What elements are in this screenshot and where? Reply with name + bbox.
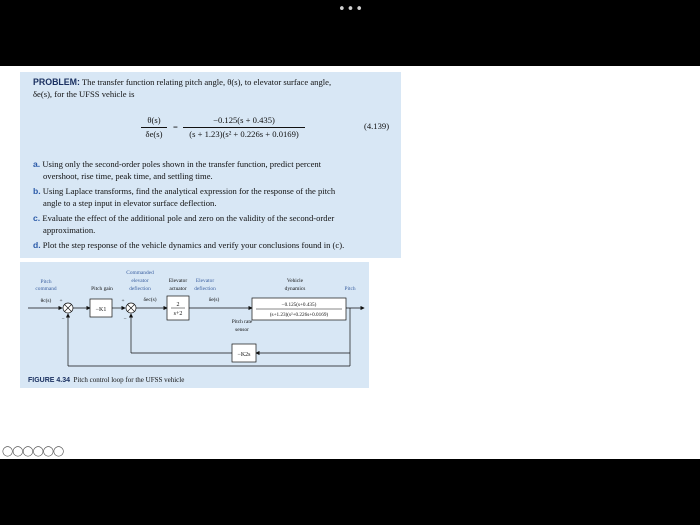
problem-intro-text: The transfer function relating pitch angle, θ(s), to elevator surface angle,: [81, 77, 332, 87]
item-d: [33, 239, 344, 251]
item-b: [33, 185, 335, 197]
item-b-line2: angle to a step input in elevator surface deflection.: [43, 198, 217, 208]
pitch-rate-k2s: −K2s: [237, 352, 251, 358]
label-pitch-out: Pitch: [344, 286, 356, 292]
item-c: [33, 212, 334, 224]
sign-minus-1: −: [61, 316, 65, 322]
eq-rhs-numerator: −0.125(s + 0.435): [213, 115, 275, 125]
label-vehicle-dynamics-1: Vehicle: [286, 278, 304, 284]
label-vehicle-dynamics-2: dynamics: [284, 286, 306, 292]
label-pitch-rate-sensor-2: sensor: [235, 327, 249, 333]
block-diagram: [20, 262, 369, 388]
label-elevator-actuator-1: Elevator: [168, 278, 188, 284]
more-options-icon[interactable]: •••: [338, 2, 365, 17]
eq-equals: =: [173, 122, 178, 132]
problem-label: PROBLEM:: [33, 77, 80, 87]
bottom-black-bar: [0, 459, 700, 525]
eq-lhs-denominator: δe(s): [145, 129, 163, 139]
item-a-line1: Using only the second-order poles shown in the transfer function, predict percent: [42, 159, 322, 169]
label-elevator-deflection-1: Elevator: [195, 278, 215, 284]
label-commanded-2: elevator: [131, 278, 149, 284]
sign-minus-2: −: [123, 316, 127, 322]
actuator-numerator: 2: [176, 302, 180, 308]
label-commanded-1: Commanded: [126, 270, 154, 276]
label-pitch-rate-sensor-1: Pitch rate: [231, 319, 253, 325]
vehicle-numerator: −0.125(s+0.435): [281, 302, 317, 308]
caption-text: Pitch control loop for the UFSS vehicle: [73, 376, 185, 384]
label-pitch-gain: Pitch gain: [91, 286, 113, 292]
pitch-gain-k1: −K1: [95, 307, 107, 313]
sign-plus-2: +: [121, 298, 125, 304]
item-c-line1: Evaluate the effect of the additional pole and zero on the validity of the second-order: [42, 213, 335, 223]
item-d-letter: d.: [33, 240, 41, 250]
item-a: [33, 158, 321, 170]
item-c-line2: approximation.: [43, 225, 96, 235]
problem-intro-line2: δe(s), for the UFSS vehicle is: [33, 89, 135, 99]
label-pitch-command-2: command: [35, 286, 57, 292]
actuator-denominator: s+2: [173, 311, 183, 317]
dock-icons[interactable]: ◯◯◯◯◯◯: [2, 446, 64, 457]
figure-caption: [28, 376, 184, 384]
eq-lhs-numerator: θ(s): [147, 115, 161, 125]
item-b-line1: Using Laplace transforms, find the analytical expression for the response of the pitch: [42, 186, 336, 196]
top-black-bar: [0, 0, 700, 66]
vehicle-denominator: (s+1.23)(s²+0.226s+0.0169): [269, 312, 329, 318]
label-commanded-3: deflection: [129, 286, 151, 292]
item-d-line1: Plot the step response of the vehicle dynamics and verify your conclusions found in (c).: [42, 240, 345, 250]
item-a-line2: overshoot, rise time, peak time, and settling time.: [43, 171, 213, 181]
signal-delta-e: δe(s): [208, 297, 220, 303]
sign-plus-1: +: [59, 298, 63, 304]
label-elevator-deflection-2: deflection: [194, 286, 216, 292]
eq-number: (4.139): [364, 121, 390, 131]
label-pitch-command-1: Pitch: [40, 279, 52, 285]
caption-label: FIGURE 4.34: [28, 377, 71, 384]
signal-theta-c: θc(s): [40, 298, 52, 304]
item-a-letter: a.: [33, 159, 41, 169]
signal-delta-ec: δec(s): [143, 297, 157, 303]
item-c-letter: c.: [33, 213, 41, 223]
problem-intro-line1: [33, 76, 331, 88]
eq-rhs-denominator: (s + 1.23)(s² + 0.226s + 0.0169): [189, 129, 299, 139]
label-elevator-actuator-2: actuator: [169, 286, 187, 292]
item-b-letter: b.: [33, 186, 41, 196]
